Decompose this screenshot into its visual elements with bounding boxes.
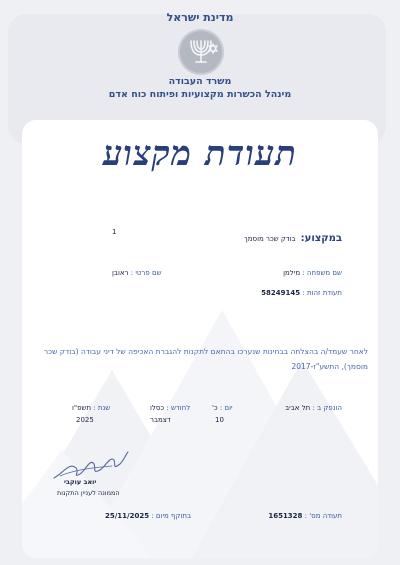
issue-month-label: לחודש : [166, 404, 191, 412]
division-name: מינהל הכשרות מקצועיות ופיתוח כוח אדם [108, 89, 292, 100]
issue-year-label: שנת : [93, 404, 111, 412]
certification-statement: לאחר שעמד/ה בהצלחה בבחינות שנערכו בהתאם לתקנות להגברת האכיפה של דיני עבודה (בודק שכר מוסמך), התשע"ז-2017 [43, 347, 368, 371]
issue-place-row [285, 404, 342, 412]
certificate-number-label: תעודה מס' : [304, 512, 342, 520]
profession-number: 1 [112, 228, 117, 236]
issue-day-label: יום : [219, 404, 233, 412]
issue-month-value: דצמבר [150, 416, 171, 424]
profession-value: בודק שכר מוסמך [244, 235, 296, 243]
certificate-number-row [268, 512, 342, 520]
certificate-number-value: 1651328 [268, 512, 303, 520]
issue-month-row [150, 404, 190, 412]
issue-month-hebrew: כסלו [150, 404, 165, 412]
state-name: מדינת ישראל [166, 11, 234, 24]
last-name-label: שם משפחה : [302, 269, 342, 277]
signer-title: הממונה לעניין התקנות [57, 489, 120, 497]
issue-year-hebrew: תשפ"ו [72, 404, 92, 412]
valid-from-row [105, 512, 191, 520]
issue-place-label: הונפק ב : [312, 404, 342, 412]
last-name-value: מילמן [283, 269, 301, 277]
issue-place-value: תל אביב [285, 404, 311, 412]
certificate-title: תעודת מקצוע [103, 134, 297, 174]
valid-from-value: 25/11/2025 [105, 512, 150, 520]
state-emblem-icon [177, 28, 225, 76]
valid-from-label: בתוקף מיום : [151, 512, 191, 520]
issue-day-hebrew: כ' [212, 404, 218, 412]
ministry-name: משרד העבודה [168, 76, 232, 87]
issue-day-row [212, 404, 233, 412]
id-value: 58249145 [261, 289, 301, 297]
first-name-label: שם פרטי : [130, 269, 162, 277]
profession-row [244, 226, 342, 245]
issue-year-row [72, 404, 110, 412]
issue-year-value: 2025 [76, 416, 94, 424]
signer-name: יואב עוקבי [64, 478, 97, 486]
issue-day-value: 10 [215, 416, 224, 424]
profession-label: במקצוע: [300, 233, 342, 244]
last-name-row [283, 269, 342, 277]
id-row [261, 289, 342, 297]
id-label: תעודת זהות : [302, 289, 342, 297]
first-name-row [112, 269, 162, 277]
first-name-value: ראובן [112, 269, 129, 277]
